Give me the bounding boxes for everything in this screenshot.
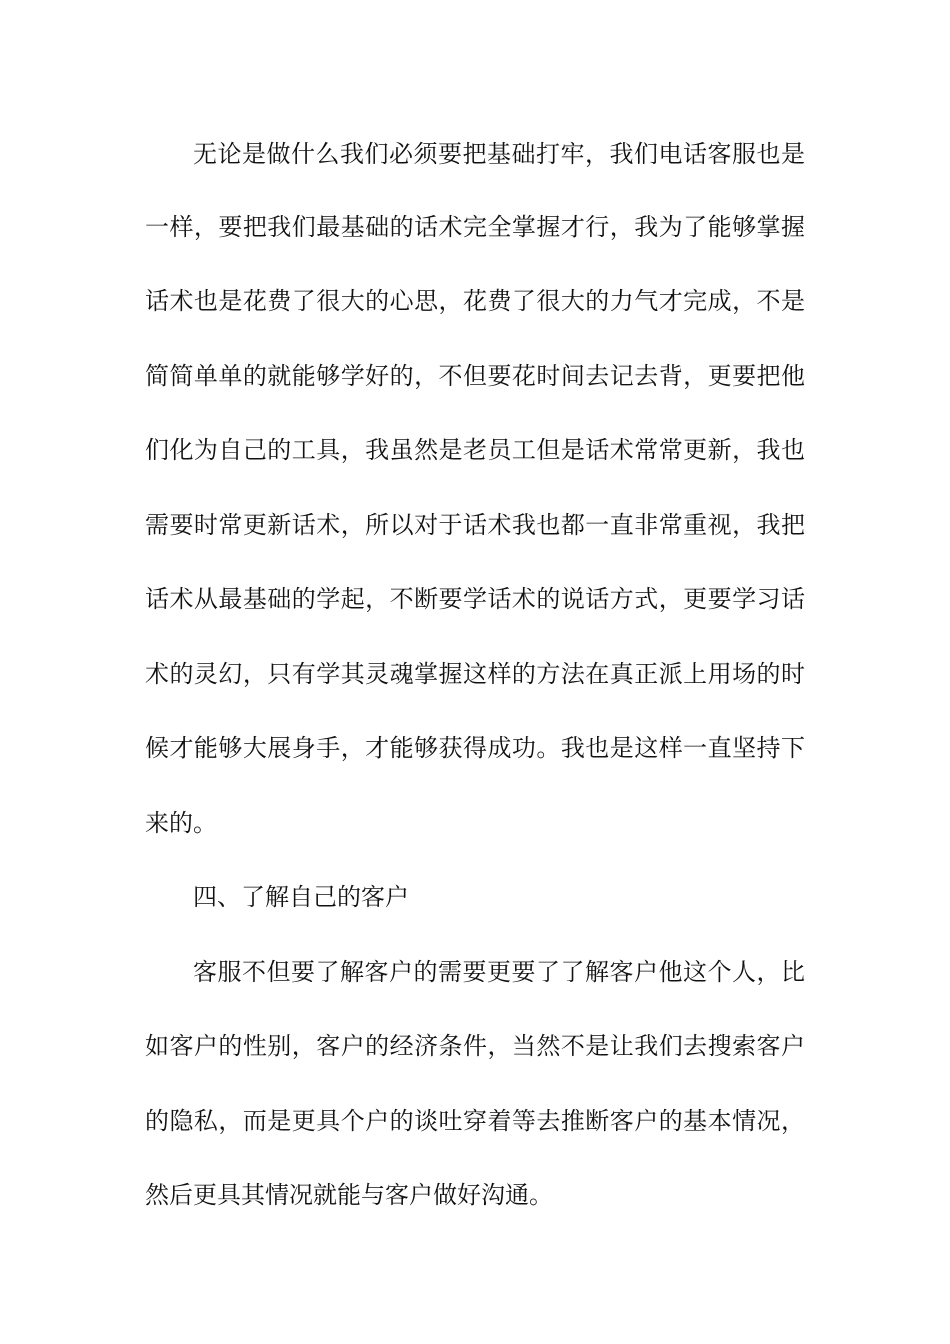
paragraph-2-line-4: 然后更具其情况就能与客户做好沟通。 — [145, 1181, 553, 1209]
paragraph-1-line-8: 术的灵幻，只有学其灵魂掌握这样的方法在真正派上用场的时 — [145, 660, 805, 688]
paragraph-2-line-1: 客服不但要了解客户的需要更要了了解客户他这个人，比 — [193, 958, 805, 986]
paragraph-1-line-5: 们化为自己的工具，我虽然是老员工但是话术常常更新，我也 — [145, 436, 805, 464]
paragraph-1-line-3: 话术也是花费了很大的心思，花费了很大的力气才完成，不是 — [145, 287, 805, 315]
paragraph-2-line-3: 的隐私，而是更具个户的谈吐穿着等去推断客户的基本情况， — [145, 1107, 805, 1135]
paragraph-2-line-2: 如客户的性别，客户的经济条件，当然不是让我们去搜索客户 — [145, 1032, 805, 1060]
section-heading-4: 四、了解自己的客户 — [193, 883, 409, 911]
paragraph-1-line-6: 需要时常更新话术，所以对于话术我也都一直非常重视，我把 — [145, 511, 805, 539]
paragraph-1-line-10: 来的。 — [145, 809, 217, 837]
paragraph-1-line-9: 候才能够大展身手，才能够获得成功。我也是这样一直坚持下 — [145, 734, 805, 762]
paragraph-1-line-4: 简简单单的就能够学好的，不但要花时间去记去背，更要把他 — [145, 362, 805, 390]
paragraph-1-line-1: 无论是做什么我们必须要把基础打牢，我们电话客服也是 — [193, 140, 805, 168]
paragraph-1-line-7: 话术从最基础的学起，不断要学话术的说话方式，更要学习话 — [145, 585, 805, 613]
paragraph-1-line-2: 一样，要把我们最基础的话术完全掌握才行，我为了能够掌握 — [145, 213, 805, 241]
